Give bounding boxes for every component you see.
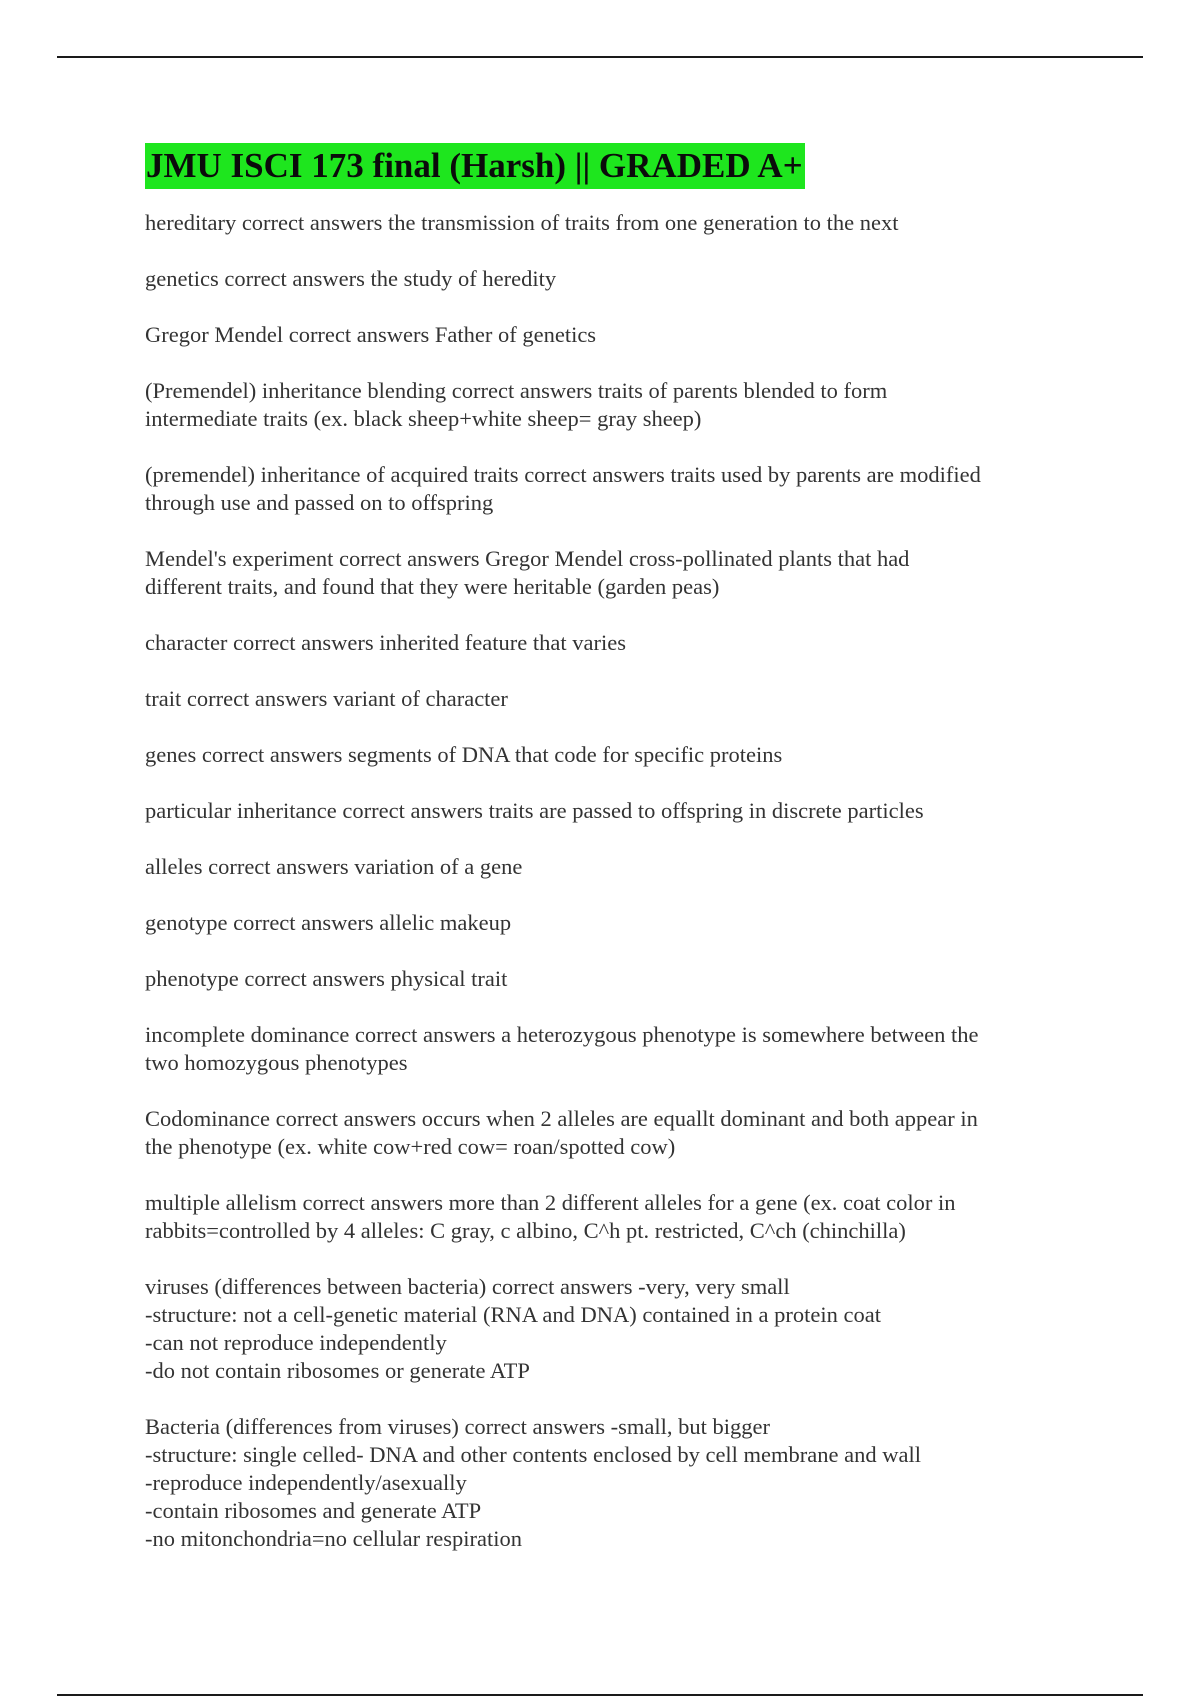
flashcard-entry bbox=[145, 741, 1055, 769]
entry-line: -can not reproduce independently bbox=[145, 1330, 447, 1355]
entry-line: particular inheritance correct answers traits are passed to offspring in discrete particles bbox=[145, 798, 924, 823]
entry-line: trait correct answers variant of character bbox=[145, 686, 508, 711]
entry-line: incomplete dominance correct answers a heterozygous phenotype is somewhere between the bbox=[145, 1022, 979, 1047]
flashcard-entry bbox=[145, 377, 1055, 433]
entry-line: two homozygous phenotypes bbox=[145, 1050, 408, 1075]
entry-line: Mendel's experiment correct answers Gregor Mendel cross-pollinated plants that had bbox=[145, 546, 910, 571]
entry-line: (premendel) inheritance of acquired traits correct answers traits used by parents are modified bbox=[145, 462, 981, 487]
flashcard-entry bbox=[145, 685, 1055, 713]
entry-line: genes correct answers segments of DNA that code for specific proteins bbox=[145, 742, 783, 767]
flashcard-entry bbox=[145, 1189, 1055, 1245]
entry-line: Codominance correct answers occurs when 2 alleles are equallt dominant and both appear in bbox=[145, 1106, 978, 1131]
entry-line: viruses (differences between bacteria) correct answers -very, very small bbox=[145, 1274, 790, 1299]
entry-line: multiple allelism correct answers more than 2 different alleles for a gene (ex. coat color in bbox=[145, 1190, 956, 1215]
top-rule bbox=[57, 56, 1143, 58]
entry-line: -reproduce independently/asexually bbox=[145, 1470, 467, 1495]
entry-line: the phenotype (ex. white cow+red cow= roan/spotted cow) bbox=[145, 1134, 676, 1159]
entry-line: alleles correct answers variation of a gene bbox=[145, 854, 523, 879]
flashcard-entry bbox=[145, 545, 1055, 601]
entry-line: -do not contain ribosomes or generate ATP bbox=[145, 1358, 530, 1383]
entry-line: phenotype correct answers physical trait bbox=[145, 966, 508, 991]
document-title: JMU ISCI 173 final (Harsh) || GRADED A+ bbox=[145, 143, 805, 189]
entry-line: -structure: not a cell-genetic material (RNA and DNA) contained in a protein coat bbox=[145, 1302, 881, 1327]
entry-line: through use and passed on to offspring bbox=[145, 490, 494, 515]
entry-line: different traits, and found that they were heritable (garden peas) bbox=[145, 574, 720, 599]
flashcard-entry bbox=[145, 909, 1055, 937]
entry-line: rabbits=controlled by 4 alleles: C gray, c albino, C^h pt. restricted, C^ch (chinchilla) bbox=[145, 1218, 906, 1243]
flashcard-entry bbox=[145, 265, 1055, 293]
bottom-rule bbox=[57, 1694, 1143, 1696]
entry-line: (Premendel) inheritance blending correct answers traits of parents blended to form bbox=[145, 378, 888, 403]
entry-line: hereditary correct answers the transmission of traits from one generation to the next bbox=[145, 210, 899, 235]
flashcard-entry bbox=[145, 1021, 1055, 1077]
entry-line: genetics correct answers the study of heredity bbox=[145, 266, 557, 291]
entry-line: -contain ribosomes and generate ATP bbox=[145, 1498, 482, 1523]
flashcard-entry bbox=[145, 1413, 1055, 1553]
document-body bbox=[145, 143, 1055, 1581]
flashcard-entry bbox=[145, 209, 1055, 237]
flashcard-entry bbox=[145, 321, 1055, 349]
entry-list bbox=[145, 209, 1055, 1553]
entry-line: character correct answers inherited feature that varies bbox=[145, 630, 626, 655]
flashcard-entry bbox=[145, 461, 1055, 517]
entry-line: Bacteria (differences from viruses) correct answers -small, but bigger bbox=[145, 1414, 770, 1439]
flashcard-entry bbox=[145, 1105, 1055, 1161]
entry-line: -structure: single celled- DNA and other contents enclosed by cell membrane and wall bbox=[145, 1442, 921, 1467]
flashcard-entry bbox=[145, 629, 1055, 657]
flashcard-entry bbox=[145, 1273, 1055, 1385]
entry-line: -no mitonchondria=no cellular respiration bbox=[145, 1526, 522, 1551]
flashcard-entry bbox=[145, 797, 1055, 825]
entry-line: intermediate traits (ex. black sheep+white sheep= gray sheep) bbox=[145, 406, 702, 431]
flashcard-entry bbox=[145, 965, 1055, 993]
entry-line: genotype correct answers allelic makeup bbox=[145, 910, 512, 935]
entry-line: Gregor Mendel correct answers Father of genetics bbox=[145, 322, 597, 347]
flashcard-entry bbox=[145, 853, 1055, 881]
